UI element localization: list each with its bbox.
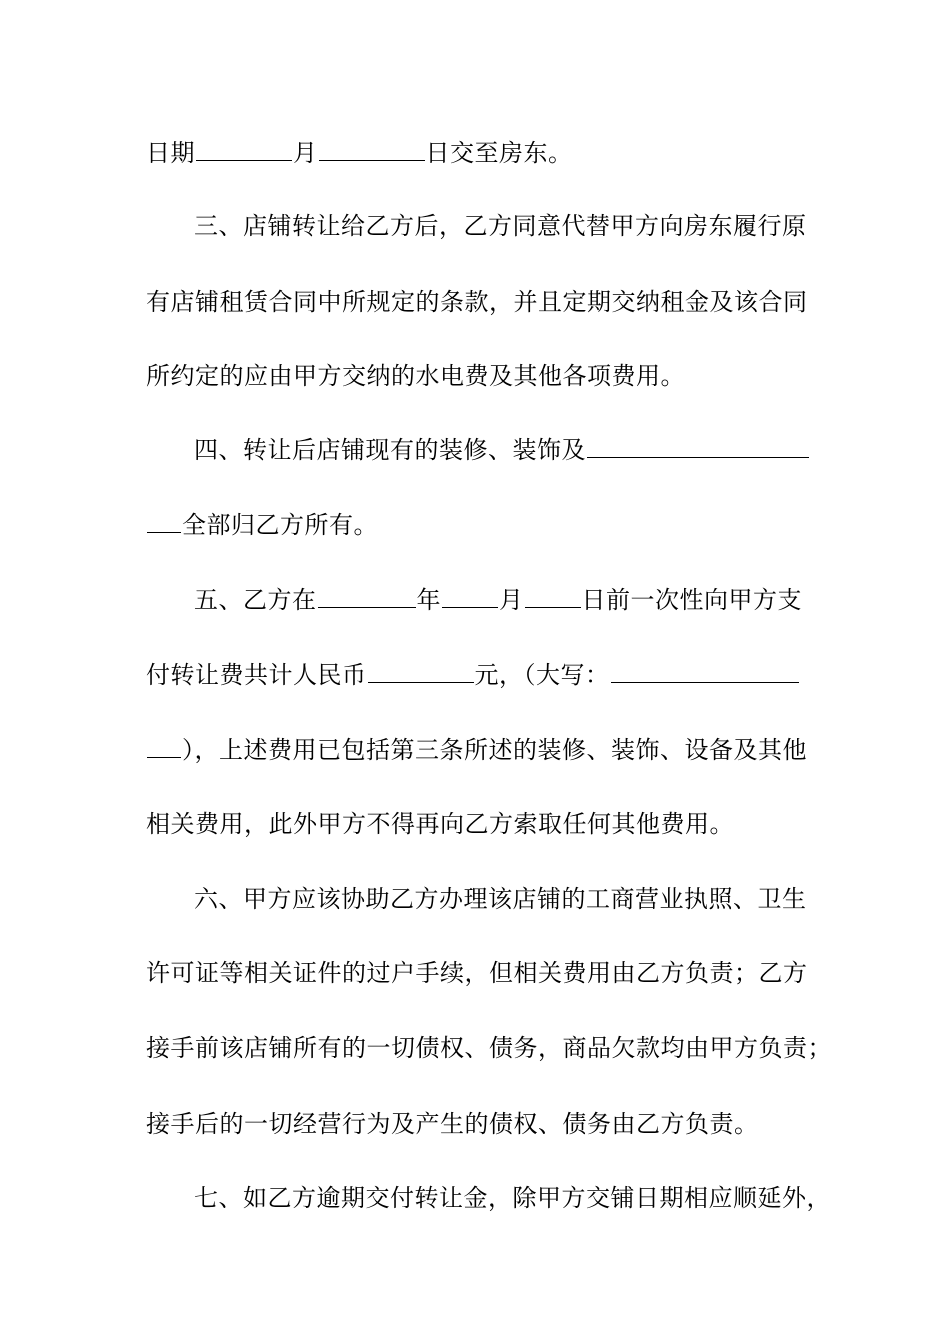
blank-field[interactable] xyxy=(147,731,181,758)
line-text: 月 xyxy=(499,586,524,614)
line-text: 付转让费共计人民币 xyxy=(146,661,367,689)
document-line xyxy=(146,730,826,770)
line-text: ），上述费用已包括第三条所述的装修、装饰、设备及其他 xyxy=(182,736,807,764)
document-line: 许可证等相关证件的过户手续，但相关费用由乙方负责；乙方 xyxy=(146,959,808,987)
line-text: 日前一次性向甲方支 xyxy=(581,586,802,614)
line-text: 五、乙方在 xyxy=(194,586,317,614)
document-line: 有店铺租赁合同中所规定的条款，并且定期交纳租金及该合同 xyxy=(146,288,808,316)
document-line: 接手后的一切经营行为及产生的债权、债务由乙方负责。 xyxy=(146,1110,759,1138)
blank-field[interactable] xyxy=(611,656,799,683)
document-line: 七、如乙方逾期交付转让金，除甲方交铺日期相应顺延外， xyxy=(194,1184,831,1212)
line-text: 全部归乙方所有。 xyxy=(182,511,378,539)
document-line: 六、甲方应该协助乙方办理该店铺的工商营业执照、卫生 xyxy=(194,885,807,913)
line-text: 日交至房东。 xyxy=(425,139,573,167)
document-line: 三、店铺转让给乙方后，乙方同意代替甲方向房东履行原 xyxy=(194,212,807,240)
blank-field[interactable] xyxy=(587,431,809,458)
document-line: 所约定的应由甲方交纳的水电费及其他各项费用。 xyxy=(146,362,685,390)
blank-field[interactable] xyxy=(368,656,474,683)
document-line xyxy=(194,580,874,620)
document-line: 相关费用，此外甲方不得再向乙方索取任何其他费用。 xyxy=(146,810,734,838)
document-line xyxy=(146,133,826,173)
blank-field[interactable] xyxy=(319,134,425,161)
line-text: 日期 xyxy=(146,139,195,167)
document-line xyxy=(146,655,826,695)
blank-field[interactable] xyxy=(525,581,581,608)
blank-field[interactable] xyxy=(318,581,416,608)
blank-field[interactable] xyxy=(196,134,292,161)
line-text: 元，（大写： xyxy=(474,661,610,689)
blank-field[interactable] xyxy=(147,506,181,533)
document-line xyxy=(194,430,874,470)
line-text: 月 xyxy=(293,139,318,167)
blank-field[interactable] xyxy=(442,581,498,608)
document-line xyxy=(146,505,826,545)
document-line: 接手前该店铺所有的一切债权、债务，商品欠款均由甲方负责； xyxy=(146,1034,832,1062)
line-text: 四、转让后店铺现有的装修、装饰及 xyxy=(194,436,586,464)
line-text: 年 xyxy=(416,586,441,614)
